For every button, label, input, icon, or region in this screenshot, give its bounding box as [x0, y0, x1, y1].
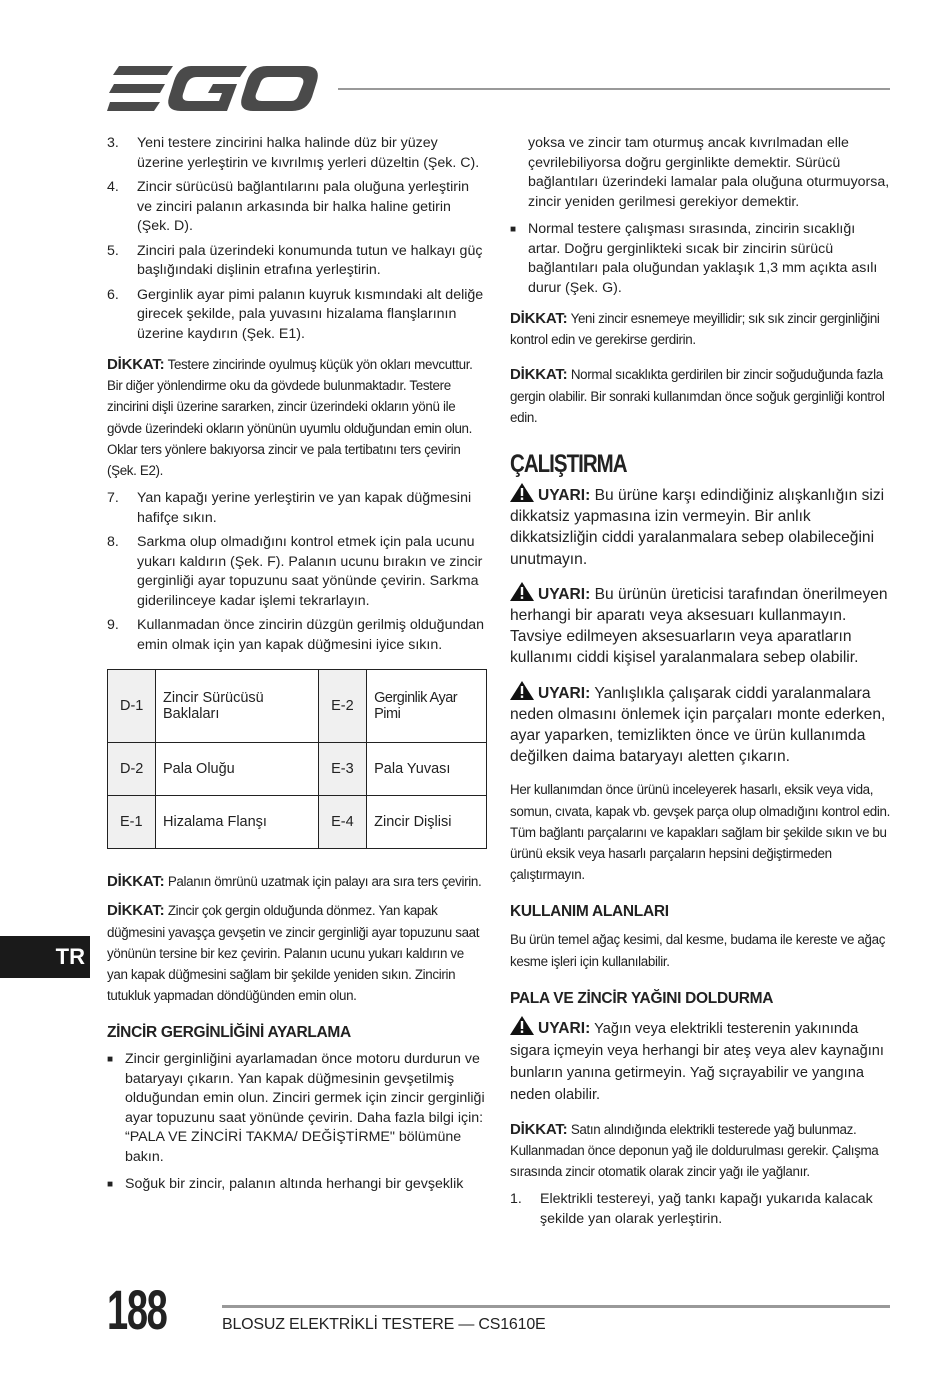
warning-text: Bu ürünün üreticisi tarafından önerilmeyen herhangi bir aparatı veya aksesuarı kullanmayın. Tavsiye edilmeyen aksesuarların veya aparatların kullanımı ciddi kişisel yaralanmalara sebep olabilir. — [510, 585, 888, 667]
part-name: Pala Oluğu — [156, 743, 319, 796]
list-number: 5. — [107, 242, 119, 259]
bullet-item — [107, 1175, 487, 1195]
list-text: Zincir sürücüsü bağlantılarını pala oluğuna yerleştirin ve zinciri palanın arkasında bir halka haline getirin (Şek. D). — [137, 179, 470, 234]
caution-note — [107, 871, 487, 892]
table-row — [108, 796, 487, 849]
list-number: 4. — [107, 179, 119, 195]
list-number: 7. — [107, 490, 119, 507]
list-item — [107, 178, 487, 237]
warning-text: Yağın veya elektrikli testerenin yakınında sigara içmeyin veya herhangi bir ateş veya alev kaynağını bunların yanına getirmeyin. Yağ sıçrayabilir ve yangına neden olabilir. — [510, 1020, 884, 1104]
caution-note — [107, 900, 487, 1006]
parts-table — [107, 669, 487, 849]
warning-note — [510, 1016, 890, 1107]
caution-text: Zincir çok gergin olduğunda dönmez. Yan kapak düğmesini yavaşça gevşetin ve zincir gerginliği ayar topuzunu saat yönünün tersine bir kez çevirin. Palanın ucunu yukarı kaldırın ve yan kapak düğmesini sağlam bir şekilde yeniden sıkın. Zincirin tutukluk yapmadan döndüğünden emin olun. — [107, 903, 480, 1004]
bullet-text: Soğuk bir zincir, palanın altında herhangi bir gevşeklik — [125, 1176, 464, 1193]
caution-text: Palanın ömrünü uzatmak için palayı ara sıra ters çevirin. — [164, 874, 482, 890]
list-text: Sarkma olup olmadığını kontrol etmek için pala ucunu yukarı kaldırın (Şek. F). Palanın ucunu bırakın ve zincir gerginliği ayar topuzunu saat yönünde çevirin. Sarkma giderilinceye kadar işlemi tekrarlayın. — [137, 534, 483, 609]
caution-label: DİKKAT: — [107, 902, 165, 920]
warning-text: Yanlışlıkla çalışarak ciddi yaralanmalara neden olmasını önlemek için parçaları monte ederken, ayar yaparken, temizlikten önce ve ürün kullanımda değilken daima bataryayı aletten çıkarın. — [510, 684, 886, 766]
warning-triangle-icon — [510, 681, 534, 700]
warning-note — [510, 681, 890, 768]
warning-triangle-icon — [510, 582, 534, 601]
list-number: 8. — [107, 534, 119, 551]
list-item — [107, 286, 487, 345]
language-tab: TR — [0, 936, 90, 978]
warning-triangle-icon — [510, 1016, 534, 1035]
header-rule — [338, 88, 890, 90]
list-text: Yan kapağı yerine yerleştirin ve yan kapak düğmesini hafifçe sıkın. — [137, 490, 472, 526]
part-name: Hizalama Flanşı — [156, 796, 319, 849]
list-number: 9. — [107, 617, 119, 634]
caution-label: DİKKAT: — [510, 366, 568, 384]
warning-label: UYARI: — [538, 487, 591, 505]
part-code: D-1 — [108, 670, 156, 743]
part-code: E-4 — [319, 796, 367, 849]
page-number: 188 — [107, 1278, 167, 1341]
left-column — [107, 134, 487, 1200]
list-text: Gerginlik ayar pimi palanın kuyruk kısmındaki alt deliğe girecek şekilde, pala yuvasını hizalama flanşlarının üzerine kaydırın (Şek. E1). — [137, 286, 484, 342]
warning-note — [510, 483, 890, 570]
caution-text: Satın alındığında elektrikli testerede yağ bulunmaz. Kullanmadan önce deponun yağ ile doldurulması gerekir. Çalışma sırasında zincir otomatik olarak zincir yağı ile yağlanır. — [510, 1121, 879, 1180]
bullet-item — [107, 1050, 487, 1167]
inspection-text: Her kullanımdan önce ürünü inceleyerek hasarlı, eksik veya vida, somun, cıvata, kapak vb. gevşek parça olup olmadığını kontrol edin. Tüm bağlantı parçalarını ve kapakları sağlam bir şekilde sıkın ve bu ürünü eksik veya hasarlı parçaların hepsini değiştirmeden çalıştırmayın. — [510, 782, 890, 883]
list-item — [107, 134, 487, 173]
warning-label: UYARI: — [538, 585, 591, 603]
part-name: Pala Yuvası — [367, 743, 487, 796]
list-text: Kullanmadan önce zincirin düzgün gerilmiş olduğundan emin olmak için yan kapak düğmesini iyice sıkın. — [137, 617, 485, 653]
warning-label: UYARI: — [538, 684, 591, 702]
list-number: 1. — [510, 1191, 522, 1208]
footer-title: BLOSUZ ELEKTRİKLİ TESTERE — CS1610E — [222, 1316, 546, 1333]
warning-note — [510, 582, 890, 669]
caution-text: Testere zincirinde oyulmuş küçük yön okları mevcuttur. Bir diğer yönlendirme oku da gövdede bulunmaktadır. Testere zincirini dişli üzerine sararken, zincir üzerindeki okların yönü ile gövde üzerindeki okların yönünün uyumlu olduğundan emin olun. Oklar ters yönlere bakıyorsa zincir ve pala tertibatını ters çevirin (Şek. E2). — [107, 357, 473, 479]
part-code: E-2 — [319, 670, 367, 743]
bullet-text: Zincir gerginliğini ayarlamadan önce motoru durdurun ve bataryayı çıkarın. Yan kapak düğmesinin gevşetilmiş olduğundan emin olun. Zinciri germek için zincir gerginliği ayar topuzunu saat yönünde çevirin. Daha fazla bilgi için: “PALA VE ZİNCİRİ TAKMA/ DEĞİŞTİRME" bölümüne bakın. — [125, 1051, 485, 1165]
usage-text: Bu ürün temel ağaç kesimi, dal kesme, budama ile kereste ve ağaç kesme işleri için kullanılabilir. — [510, 932, 886, 969]
caution-note — [107, 354, 487, 481]
caution-label: DİKKAT: — [510, 310, 568, 327]
bullet-square-icon: ■ — [107, 1179, 114, 1191]
caution-note — [510, 1119, 890, 1183]
caution-note — [510, 308, 890, 350]
table-row — [108, 670, 487, 743]
list-item — [107, 616, 487, 655]
part-name: Zincir Sürücüsü Baklaları — [156, 670, 319, 743]
usage-heading: KULLANIM ALANLARI — [510, 903, 669, 921]
list-item — [107, 242, 487, 281]
continuation-text — [510, 134, 890, 212]
chain-tension-heading: ZİNCİR GERGİNLİĞİNİ AYARLAMA — [107, 1024, 351, 1042]
part-name: Zincir Dişlisi — [367, 796, 487, 849]
list-text: Zinciri pala üzerindeki konumunda tutun ve halkayı güç başlığındaki dişlinin etrafına yerleştirin. — [137, 242, 483, 278]
list-number: 3. — [107, 135, 119, 151]
list-text: Elektrikli testereyi, yağ tankı kapağı yukarıda kalacak şekilde yan olarak yerleştirin. — [540, 1191, 873, 1227]
bullet-square-icon: ■ — [107, 1054, 114, 1066]
list-text: Yeni testere zincirini halka halinde düz bir yüzey üzerine yerleştirin ve kıvrılmış yerleri düzeltin (Şek. C). — [137, 135, 480, 171]
part-code: E-3 — [319, 743, 367, 796]
part-code: D-2 — [108, 743, 156, 796]
part-name: Gerginlik Ayar Pimi — [367, 670, 487, 743]
caution-label: DİKKAT: — [107, 356, 165, 373]
list-item — [107, 489, 487, 528]
table-row — [108, 743, 487, 796]
warning-text: Bu ürüne karşı edindiğiniz alışkanlığın sizi dikkatsiz yapmasına izin vermeyin. Bir anlık dikkatsizliğin ciddi yaralanmalara sebep olabileceğini unutmayın. — [510, 487, 885, 568]
caution-note — [510, 364, 890, 428]
warning-label: UYARI: — [538, 1019, 591, 1037]
section-title: ÇALIŞTIRMA — [510, 450, 627, 479]
caution-label: DİKKAT: — [510, 1120, 568, 1138]
caution-label: DİKKAT: — [107, 873, 165, 891]
warning-triangle-icon — [510, 483, 534, 502]
list-item — [107, 533, 487, 611]
caution-text: Normal sıcaklıkta gerdirilen bir zincir soğuduğunda fazla gergin olabilir. Bir sonraki kullanımdan önce soğuk gerginliği kontrol edin. — [510, 367, 885, 425]
oil-heading: PALA VE ZİNCİR YAĞINI DOLDURMA — [510, 989, 774, 1007]
bullet-square-icon: ■ — [510, 224, 517, 235]
continuation-body: yoksa ve zincir tam oturmuş ancak kıvrılmadan elle çevrilebiliyorsa doğru gerginlikte demektir. Sürücü bağlantıları üzerindeki lamalar pala oluğuna oturmuyorsa, zincir yeniden gerilmesi gerekiyor demektir. — [528, 135, 890, 210]
right-column — [510, 134, 890, 1234]
list-item — [510, 1190, 890, 1229]
footer-rule — [222, 1305, 890, 1308]
caution-text: Yeni zincir esnemeye meyillidir; sık sık zincir gerginliğini kontrol edin ve gerekirse gerdirin. — [510, 311, 880, 348]
bullet-item — [510, 220, 890, 298]
bullet-text: Normal testere çalışması sırasında, zincirin sıcaklığı artar. Doğru gerginlikteki sıcak bir zincirin sürücü bağlantıları pala oluğundan yaklaşık 1,3 mm açıkta asılı durur (Şek. G). — [528, 221, 878, 296]
list-number: 6. — [107, 286, 119, 303]
ego-logo — [107, 64, 319, 114]
part-code: E-1 — [108, 796, 156, 849]
